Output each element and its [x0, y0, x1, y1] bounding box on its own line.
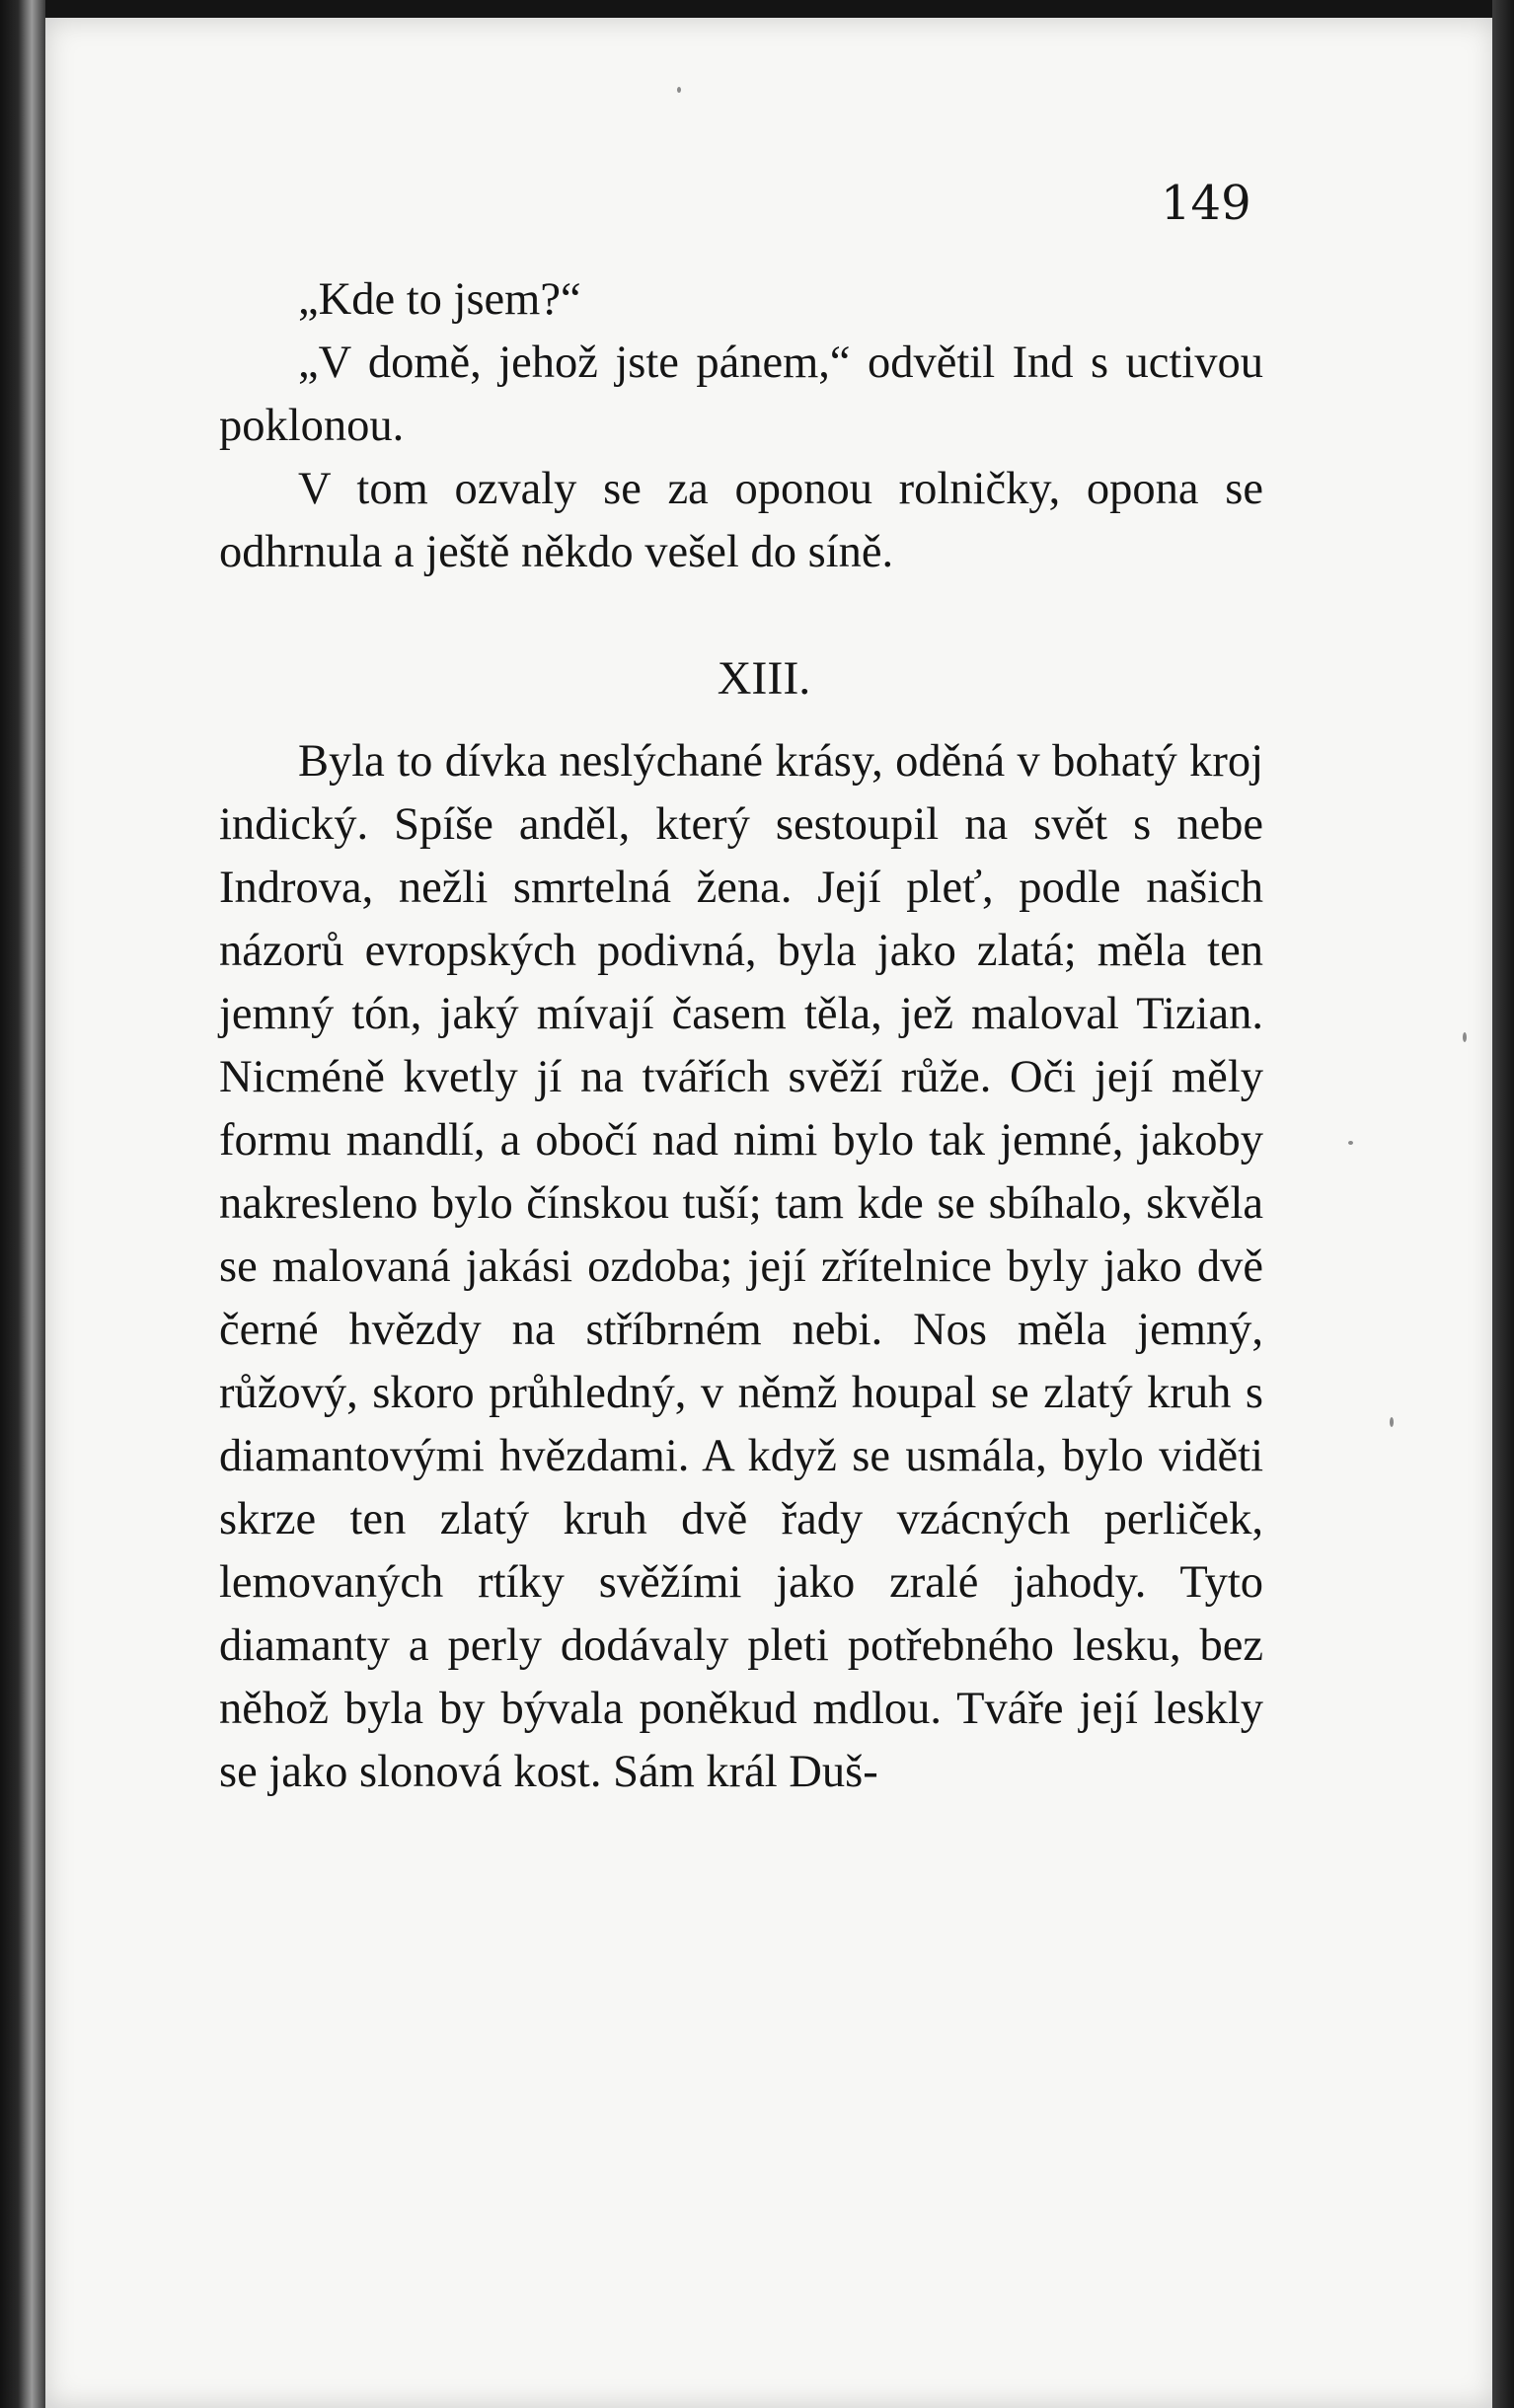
dialogue-line: V tom ozvaly se za oponou rolničky, opona se odhrnula a ještě někdo vešel do síně. — [219, 464, 1263, 577]
main-paragraph-block — [219, 730, 1263, 1804]
paper-speck — [1463, 1032, 1467, 1042]
paper-speck — [1390, 1417, 1394, 1427]
paper-speck — [677, 87, 681, 93]
dialogue-line: „Kde to jsem?“ — [298, 274, 581, 325]
main-paragraph: Byla to dívka neslýchané krásy, oděná v bohatý kroj indický. Spíše anděl, který sestoupil na svět s nebe Indrova, nežli smrtelná žena. Její pleť, podle našich názorů evropských podivná, byla jako zlatá; měla ten jemný tón, jaký mívají časem těla, jež maloval Tizian. Nicméně kvetly jí na tvářích svěží růže. Oči její měly formu mandlí, a obočí nad nimi bylo tak jemné, jakoby nakresleno bylo čínskou tuší; tam kde se sbíhalo, skvěla se malovaná jakási ozdoba; její zřítelnice byly jako dvě černé hvězdy na stříbrném nebi. Nos měla jemný, růžový, skoro průhledný, v němž houpal se zlatý kruh s diamantovými hvězdami. A když se usmála, bylo viděti skrze ten zlatý kruh dvě řady vzácných perliček, lemovaných rtíky svěžími jako zralé jahody. Tyto diamanty a perly dodávaly pleti potřebného lesku, bez něhož byla by bývala poněkud mdlou. Tváře její leskly se jako slonová kost. Sám král Duš- — [219, 736, 1263, 1797]
dialogue-line: „V domě, jehož jste pánem,“ odvětil Ind s uctivou poklonou. — [219, 338, 1263, 451]
page-shadow — [1492, 0, 1514, 2408]
paper-speck — [1348, 1141, 1353, 1145]
dialogue-block — [219, 268, 1263, 584]
binding-edge — [0, 0, 45, 2408]
chapter-heading: XIII. — [717, 652, 811, 705]
page-number: 149 — [1161, 176, 1251, 231]
